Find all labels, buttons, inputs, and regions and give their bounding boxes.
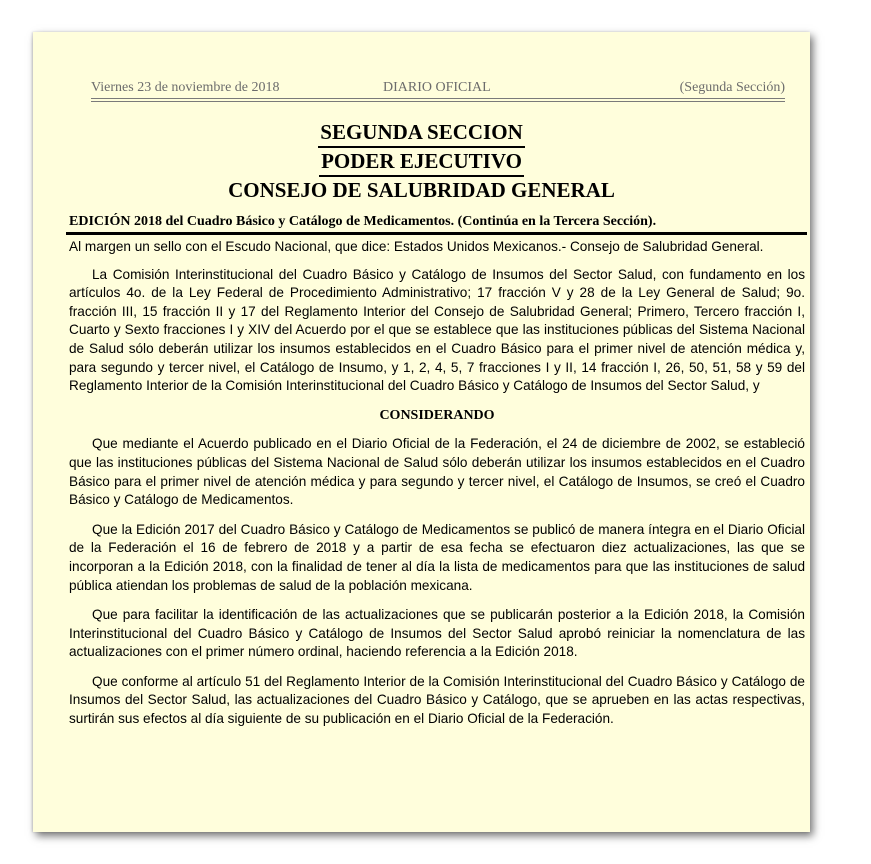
paragraph-considerando-1: Que mediante el Acuerdo publicado en el Diario Oficial de la Federación, el 24 de diciembre de 2002, se estableció que las instituciones públicas del Sistema Nacional de Salud sólo deberán utilizar los insumos establecidos en el Cuadro Básico para el primer nivel de atención médica y para segundo y tercer nivel, el Catálogo de Insumos, se creó el Cuadro Básico y Catálogo de Medicamentos. — [69, 436, 805, 508]
margin-note: Al margen un sello con el Escudo Nacional, que dice: Estados Unidos Mexicanos.- Consejo de Salubridad General. — [69, 239, 764, 254]
title-poder-ejecutivo: PODER EJECUTIVO — [33, 149, 810, 177]
paragraph-fundamento: La Comisión Interinstitucional del Cuadro Básico y Catálogo de Insumos del Sector Salud, con fundamento en los artículos 4o. de la Ley Federal de Procedimiento Administrativo; 17 fracción V y 28 de la Ley General de Salud; 9o. fracción III, 15 fracción II y 17 del Reglamento Interior del Consejo de Salubridad General; Primero, Tercero fracción I, Cuarto y Sexto fracciones I y XIV del Acuerdo por el que se establece que las instituciones públicas del Sistema Nacional de Salud sólo deberán utilizar los insumos establecidos en el Cuadro Básico para el primer nivel de atención médica y, para segundo y tercer nivel, el Catálogo de Insumo, y 1, 2, 4, 5, 7 fracciones I y II, 14 fracción I, 26, 50, 51, 58 y 59 del Reglamento Interior de la Comisión Interinstitucional del Cuadro Básico y Catálogo de Insumos del Sector Salud, y — [69, 266, 805, 394]
paragraph-considerando-3: Que para facilitar la identificación de las actualizaciones que se publicarán posterior a la Edición 2018, la Comisión Interinstitucional del Cuadro Básico y Catálogo de Insumos del Sector Salud aprobó reiniciar la nomenclatura de las actualizaciones con el primer número ordinal, haciendo referencia a la Edición 2018. — [69, 607, 805, 660]
heading-considerando: CONSIDERANDO — [379, 407, 495, 423]
edition-line: EDICIÓN 2018 del Cuadro Básico y Catálogo de Medicamentos. (Continúa en la Tercera Sección). — [69, 214, 657, 229]
paragraph-considerando-2: Que la Edición 2017 del Cuadro Básico y Catálogo de Medicamentos se publicó de manera íntegra en el Diario Oficial de la Federación el 16 de febrero de 2018 y a partir de esa fecha se efectuaron diez actualizaciones, las que se incorporan a la Edición 2018, con la finalidad de tener al día la lista de medicamentos para que las instituciones de salud pública atiendan los problemas de salud de la población mexicana. — [69, 521, 805, 593]
paragraph-considerando-4: Que conforme al artículo 51 del Reglamento Interior de la Comisión Interinstitucional del Cuadro Básico y Catálogo de Insumos del Sector Salud, las actualizaciones del Cuadro Básico y Catálogo, que se aprueben en las actas respectivas, surtirán sus efectos al día siguiente de su publicación en el Diario Oficial de la Federación. — [69, 673, 805, 727]
header-rule-bottom — [91, 101, 785, 102]
header-publication: DIARIO OFICIAL — [383, 80, 491, 95]
document-page — [33, 32, 810, 832]
document-body — [69, 238, 805, 740]
running-header — [91, 80, 785, 96]
header-date: Viernes 23 de noviembre de 2018 — [91, 80, 280, 95]
title-consejo: CONSEJO DE SALUBRIDAD GENERAL — [228, 178, 615, 202]
edition-rule — [66, 232, 807, 235]
title-segunda-seccion: SEGUNDA SECCION — [33, 120, 810, 148]
header-section: (Segunda Sección) — [679, 80, 785, 95]
header-rule-top — [91, 98, 785, 99]
